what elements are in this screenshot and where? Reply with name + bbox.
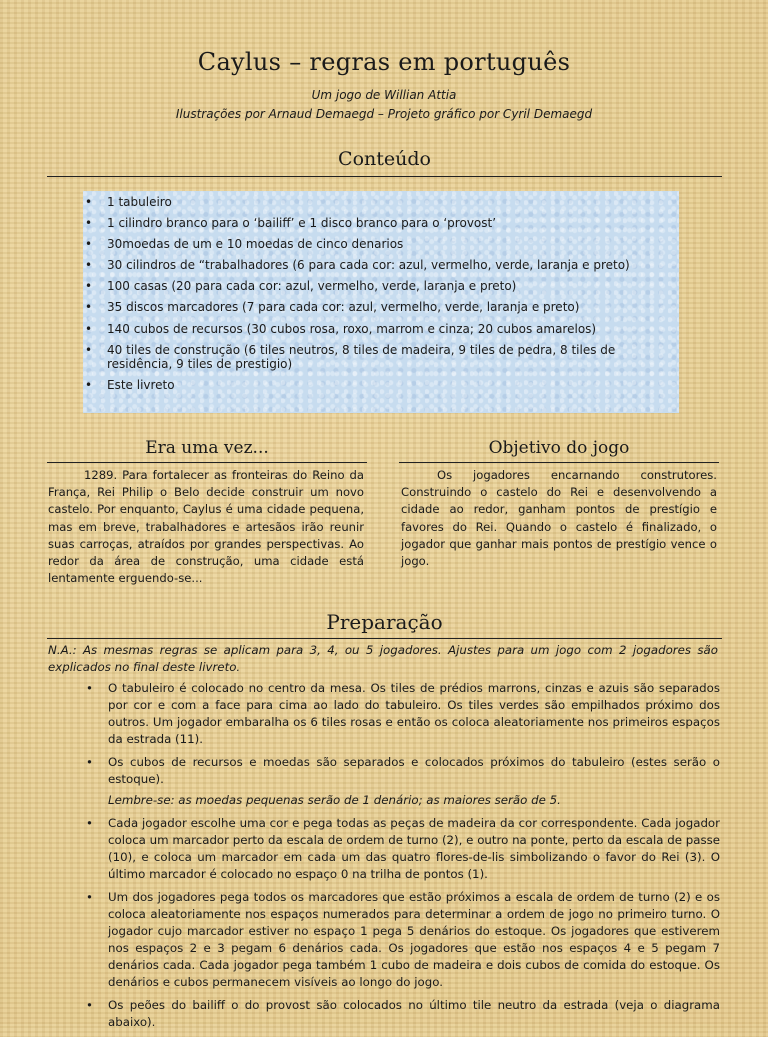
contents-box	[83, 191, 679, 413]
section-heading-objetivo: Objetivo do jogo	[399, 438, 719, 463]
document-credits: Ilustrações por Arnaud Demaegd – Projeto gráfico por Cyril Demaegd	[175, 107, 593, 121]
contents-item: • 30moedas de um e 10 moedas de cinco denarios	[83, 237, 679, 252]
preparation-item: • Os peões do bailiff o do provost são colocados no último tile neutro da estrada (veja o diagrama abaixo).	[84, 997, 720, 1031]
preparation-list	[84, 680, 720, 1037]
preparation-note: N.A.: As mesmas regras se aplicam para 3, 4, ou 5 jogadores. Ajustes para um jogo com 2 jogadores são explicados no final deste livreto.	[48, 643, 718, 674]
contents-item: • 30 cilindros de “trabalhadores (6 para cada cor: azul, vermelho, verde, laranja e preto)	[83, 258, 679, 273]
preparation-item: • Os cubos de recursos e moedas são separados e colocados próximos do tabuleiro (estes serão o estoque).	[84, 754, 720, 788]
document-subtitle: Um jogo de Willian Attia	[311, 88, 457, 102]
contents-item: • 1 cilindro branco para o ‘bailiff’ e 1 disco branco para o ‘provost’	[83, 216, 679, 231]
objetivo-paragraph: Os jogadores encarnando construtores. Construindo o castelo do Rei e desenvolvendo a cidade ao redor, ganham pontos de prestígio e favores do Rei. Quando o castelo é finalizado, o jogador que ganhar mais pontos de prestígio vence o jogo.	[401, 468, 717, 569]
document-title: Caylus – regras em português	[197, 48, 571, 76]
contents-item: • 100 casas (20 para cada cor: azul, vermelho, verde, laranja e preto)	[83, 279, 679, 294]
preparation-item: • Um dos jogadores pega todos os marcadores que estão próximos a escala de ordem de turno (2) e os coloca aleatoriamente nos espaços numerados para determinar a ordem de jogo no primeiro turno. O jogador cujo marcador estiver no espaço 1 pega 5 denários do estoque. Os jogadores que estiverem nos espaços 2 e 3 pegam 6 denários cada. Os jogadores que estão nos espaços 4 e 5 pegam 7 denários cada. Cada jogador pega também 1 cubo de madeira e dois cubos de comida do estoque. Os denários e cubos permanecem visíveis ao longo do jogo.	[84, 889, 720, 991]
contents-item: • 1 tabuleiro	[83, 195, 679, 210]
contents-item: • 35 discos marcadores (7 para cada cor: azul, vermelho, verde, laranja e preto)	[83, 300, 679, 315]
era-paragraph: 1289. Para fortalecer as fronteiras do Reino da França, Rei Philip o Belo decide construir um novo castelo. Por enquanto, Caylus é uma cidade pequena, mas em breve, trabalhadores e artesãos irão reunir suas carroças, atraídos por grandes perspectivas. Ao redor da área de construção, uma cidade está lentamente erguendo-se...	[48, 468, 364, 586]
contents-item: • 140 cubos de recursos (30 cubos rosa, roxo, marrom e cinza; 20 cubos amarelos)	[83, 322, 679, 337]
preparation-item: • O tabuleiro é colocado no centro da mesa. Os tiles de prédios marrons, cinzas e azuis são separados por cor e com a face para cima ao lado do tabuleiro. Os tiles verdes são empilhados próximo dos outros. Um jogador embaralha os 6 tiles rosas e então os coloca aleatoriamente nos primeiros espaços da estrada (11).	[84, 680, 720, 748]
contents-list	[83, 191, 679, 393]
preparation-reminder: Lembre-se: as moedas pequenas serão de 1 denário; as maiores serão de 5.	[108, 793, 561, 807]
section-heading-preparacao: Preparação	[47, 610, 722, 639]
section-heading-conteudo: Conteúdo	[47, 148, 722, 177]
section-heading-era: Era uma vez...	[47, 438, 367, 463]
contents-item: • 40 tiles de construção (6 tiles neutros, 8 tiles de madeira, 9 tiles de pedra, 8 tiles de residência, 9 tiles de prestigio)	[83, 343, 679, 372]
preparation-item: • Cada jogador escolhe uma cor e pega todas as peças de madeira da cor correspondente. Cada jogador coloca um marcador perto da escala de ordem de turno (2), e outro na ponte, perto da escala de passe (10), e coloca um marcador em cada um das quatro flores-de-lis simbolizando o favor do Rei (3). O último marcador é colocado no espaço 0 na trilha de pontos (1).	[84, 815, 720, 883]
contents-item: • Este livreto	[83, 378, 679, 393]
